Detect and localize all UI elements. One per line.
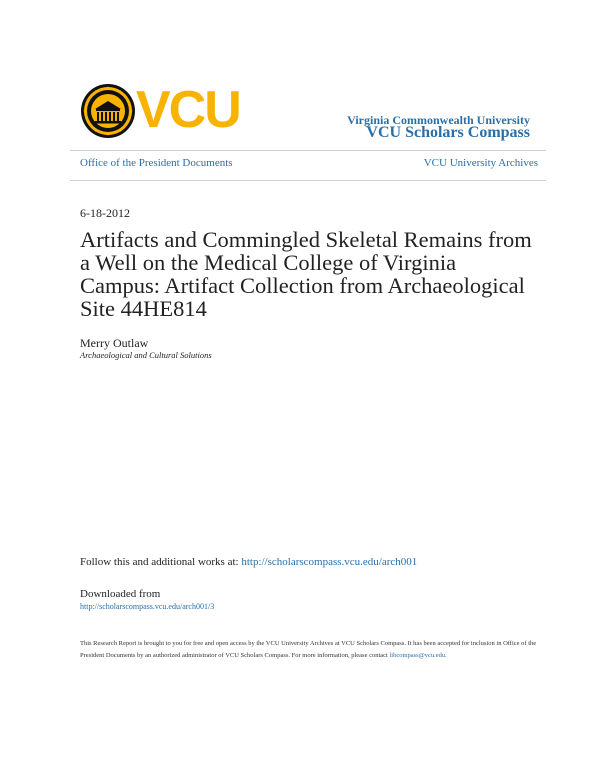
university-name[interactable]: Virginia Commonwealth University bbox=[347, 113, 530, 127]
follow-url-link[interactable]: http://scholarscompass.vcu.edu/arch001 bbox=[241, 556, 418, 568]
divider-bottom bbox=[70, 180, 546, 181]
divider-top bbox=[70, 150, 546, 151]
vcu-logo: VCU bbox=[136, 81, 240, 139]
access-notice bbox=[80, 638, 540, 662]
document-date: 6-18-2012 bbox=[80, 206, 130, 220]
follow-label: Follow this and additional works at: bbox=[80, 556, 242, 568]
download-url-link[interactable]: http://scholarscompass.vcu.edu/arch001/3 bbox=[80, 602, 215, 611]
contact-email-link[interactable]: libcompass@vcu.edu bbox=[389, 652, 446, 659]
archive-link[interactable]: VCU University Archives bbox=[423, 157, 538, 169]
author-affiliation: Archaeological and Cultural Solutions bbox=[80, 350, 212, 360]
vcu-seal-icon bbox=[80, 83, 136, 139]
download-url-line bbox=[80, 602, 214, 611]
author-name: Merry Outlaw bbox=[80, 336, 149, 350]
collection-link[interactable]: Office of the President Documents bbox=[80, 157, 233, 169]
document-title: Artifacts and Commingled Skeletal Remains from a Well on the Medical College of Virginia Campus: Artifact Collection from Archaeological Site 44HE814 bbox=[80, 227, 532, 321]
downloaded-from-label: Downloaded from bbox=[80, 588, 161, 600]
follow-line bbox=[80, 556, 417, 568]
access-notice-end: . bbox=[445, 652, 447, 659]
access-notice-text: This Research Report is brought to you for free and open access by the VCU University Archives at VCU Scholars Compass. It has been accepted for inclusion in Office of the President Documents by an authorized administrator of VCU Scholars Compass. For more information, please contact bbox=[80, 640, 537, 659]
repository-name[interactable]: VCU Scholars Compass bbox=[366, 124, 530, 141]
